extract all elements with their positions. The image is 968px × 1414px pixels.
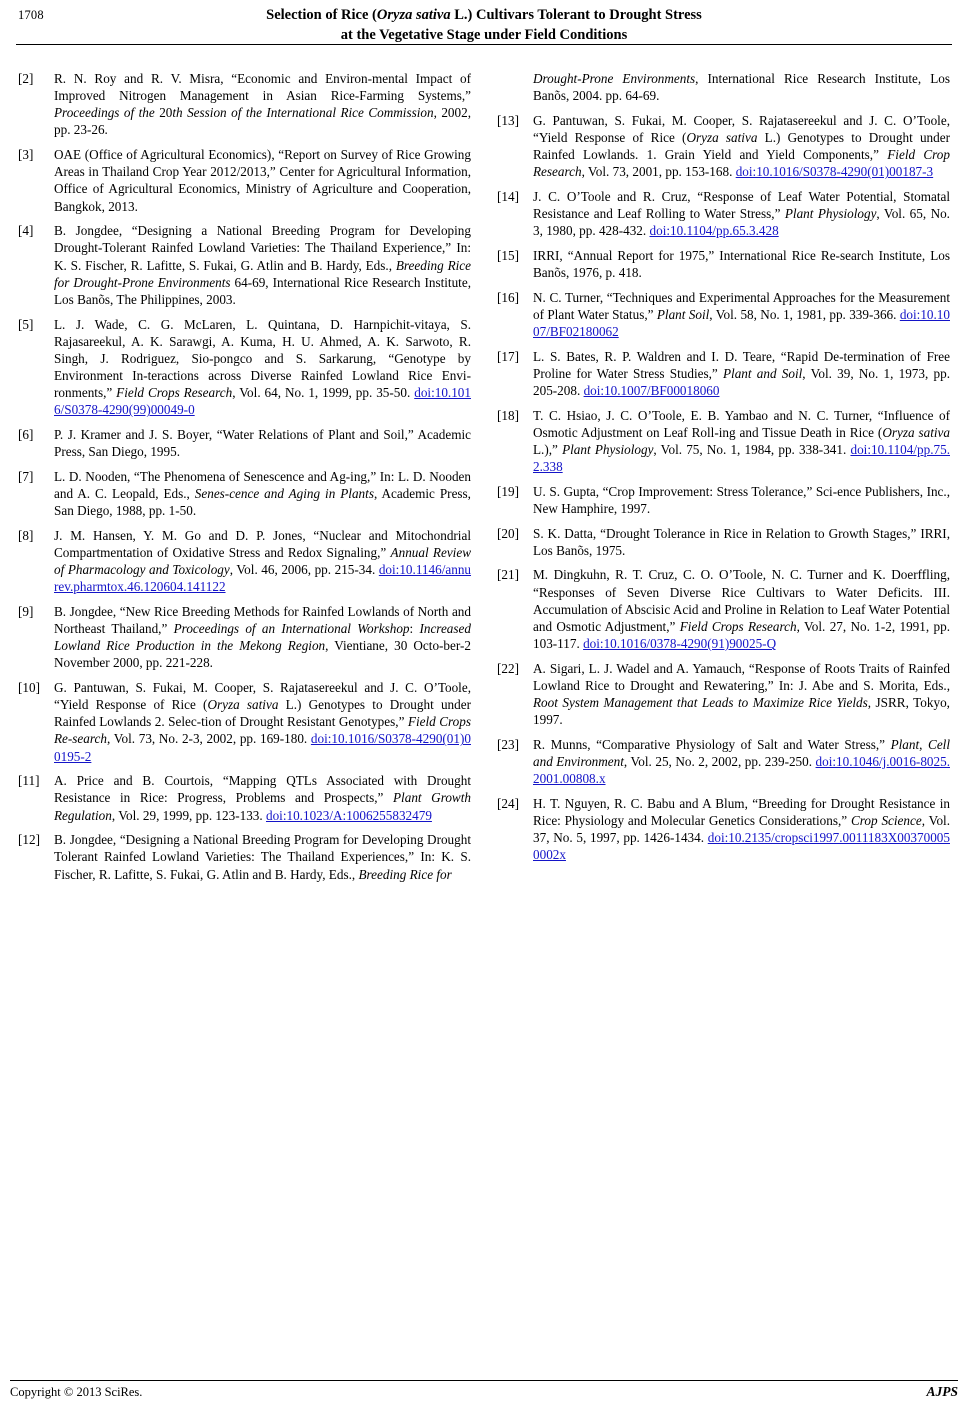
reference-plain-text: L. J. Wade, C. G. McLaren, L. Quintana, D. Harnpichit-vitaya, S. Rajasareekul, A. K. Sarawgi, A. Kuma, H. U. Ahmed, A. K. Sarwoto, R. Singh, J. Rodriguez, Sio-pongco and S. Sarkarung, “Genotype by Environment In-teractions across Diverse Rainfed Lowland Rice Envi-ronments,” [54, 316, 471, 401]
reference-entry [497, 736, 950, 787]
reference-text [54, 316, 471, 419]
reference-plain-text: OAE (Office of Agricultural Economics), “Report on Survey of Rice Growing Areas in Thailand Crop Year 2012/2013,” Center for Agricultural Information, Office of Agricultural Economics, Ministry of Agriculture and Cooperation, Bangkok, 2013. [54, 147, 471, 214]
reference-entry [497, 70, 950, 104]
reference-plain-text: A. Sigari, L. J. Wadel and A. Yamauch, “Response of Roots Traits of Rainfed Lowland Rice to Drought and Rewatering,” In: J. Abe and S. Morita, Eds., [533, 660, 950, 693]
reference-entry [18, 316, 471, 419]
reference-italic-text: Field Crops Research [679, 618, 797, 634]
reference-italic-text: Field Crops Re-search [54, 714, 472, 747]
reference-text [533, 70, 950, 104]
reference-entry [18, 426, 471, 460]
doi-link[interactable]: doi:10.1016/0378-4290(91)90025-Q [583, 636, 777, 652]
reference-text [533, 112, 950, 181]
reference-entry [497, 407, 950, 476]
reference-plain-text: 20 [159, 105, 173, 121]
reference-italic-text: Plant Growth Regulation [54, 790, 471, 823]
reference-plain-text: , Vol. 27, No. 1-2, 1991, pp. 103-117. [533, 618, 950, 652]
running-title-line2: at the Vegetative Stage under Field Conditions [340, 26, 628, 43]
journal-abbrev: AJPS [926, 1384, 958, 1399]
reference-plain-text: , Vol. 75, No. 1, 1984, pp. 338-341. [653, 441, 851, 457]
reference-number [497, 70, 533, 104]
reference-italic-text: Field Crop Research [533, 147, 950, 180]
reference-italic-text: Plant and Soil [722, 365, 803, 381]
page-number: 1708 [18, 8, 44, 22]
copyright-text: Copyright © 2013 SciRes. [10, 1385, 143, 1399]
running-title-line1-post: L.) Cultivars Tolerant to Drought Stress [450, 7, 702, 23]
reference-entry [497, 289, 950, 340]
reference-text [54, 772, 471, 823]
reference-plain-text: , [919, 736, 929, 752]
reference-entry [497, 566, 950, 652]
reference-entry [497, 247, 950, 281]
reference-plain-text: M. Dingkuhn, R. T. Cruz, C. O. O’Toole, N. C. Turner and K. Doerffling, “Responses of Seven Diverse Rice Cultivars to Water Deficits. III. Accumulation of Abscisic Acid and Proline in Relation to Leaf Water Potential and Osmotic Adjustment,” [533, 567, 950, 634]
reference-plain-text: , Vol. 64, No. 1, 1999, pp. 35-50. [232, 385, 415, 401]
reference-number: [12] [18, 832, 40, 848]
reference-plain-text: , Academic Press, San Diego, 1988, pp. 1-50. [54, 485, 471, 519]
reference-italic-text: Proceedings of an International Workshop [173, 621, 410, 637]
reference-italic-text: Proceedings of the [54, 105, 160, 121]
reference-entry [18, 772, 471, 823]
reference-entry [18, 468, 471, 519]
reference-entry [18, 527, 471, 596]
reference-plain-text: L.),” [533, 441, 563, 457]
reference-italic-text: Annual Review of Pharmacology and Toxicology [54, 544, 471, 578]
reference-number: [9] [18, 603, 34, 619]
reference-plain-text: S. K. Datta, “Drought Tolerance in Rice in Relation to Growth Stages,” IRRI, Los Banõs, 1975. [533, 525, 950, 558]
reference-number: [7] [18, 468, 34, 484]
reference-plain-text: , Vol. 58, No. 1, 1981, pp. 339-366. [709, 306, 900, 322]
reference-text [533, 525, 950, 559]
running-title-line1 [68, 6, 900, 26]
right-column [497, 70, 950, 890]
reference-number: [2] [18, 71, 34, 86]
reference-plain-text: N. C. Turner, “Techniques and Experimental Approaches for the Measurement of Plant Water Status,” [533, 289, 950, 322]
reference-plain-text: : [409, 621, 420, 637]
reference-plain-text: U. S. Gupta, “Crop Improvement: Stress Tolerance,” Sci-ence Publishers, Inc., New Hamphire, 1997. [533, 483, 950, 516]
reference-text [54, 679, 471, 765]
reference-number: [17] [497, 348, 519, 364]
reference-text [54, 468, 471, 519]
reference-number: [14] [497, 188, 519, 204]
reference-italic-text: Cell and Environment [533, 736, 951, 769]
reference-text [54, 527, 471, 596]
reference-columns [8, 70, 960, 890]
reference-plain-text: , Vol. 29, 1999, pp. 123-133. [111, 807, 266, 823]
reference-italic-text: Root System Management that Leads to Maximize Rice Yields [533, 695, 868, 710]
reference-plain-text: , Vol. 39, No. 1, 1973, pp. 205-208. [533, 365, 950, 398]
reference-plain-text: R. Munns, “Comparative Physiology of Salt and Water Stress,” [533, 736, 891, 752]
reference-italic-text: Field Crops Research [116, 385, 233, 401]
reference-text [54, 146, 471, 215]
reference-number: [15] [497, 247, 519, 263]
reference-plain-text: T. C. Hsiao, J. C. O’Toole, E. B. Yambao and N. C. Turner, “Influence of Osmotic Adjustment on Leaf Roll-ing and Tissue Death in Rice ( [533, 407, 950, 440]
reference-plain-text: L. D. Nooden, “The Phenomena of Senescence and Ag-ing,” In: L. D. Nooden and A. C. Leopald, Eds., [54, 468, 471, 501]
reference-entry [497, 188, 950, 239]
reference-italic-text: Oryza sativa [882, 424, 950, 440]
reference-plain-text: H. T. Nguyen, R. C. Babu and A Blum, “Breeding for Drought Resistance in Rice: Physiology and Molecular Genetics Considerations,” [533, 795, 950, 828]
header-divider [16, 44, 952, 45]
reference-plain-text: B. Jongdee, “Designing a National Breeding Program for Developing Drought-Tolerant Rainfed Lowland Varieties: The Thailand Experience,” In: K. S. Fischer, R. Lafitte, S. Fukai, G. Atlin and B. Hardy, Eds., [54, 223, 471, 273]
reference-italic-text: th Session of the International Rice Commission [172, 105, 434, 121]
reference-number: [18] [497, 407, 519, 423]
doi-link[interactable]: doi:10.1023/A:1006255832479 [265, 807, 432, 823]
reference-italic-text: Plant Physiology [784, 206, 877, 222]
reference-entry [18, 70, 471, 139]
reference-plain-text: J. C. O’Toole and R. Cruz, “Response of Leaf Water Potential, Stomatal Resistance and Leaf Rolling to Water Stress,” [533, 188, 950, 222]
reference-entry [18, 831, 471, 882]
left-column [18, 70, 471, 890]
reference-text [533, 407, 950, 476]
reference-entry [497, 660, 950, 729]
doi-link[interactable]: doi:10.1007/BF02180062 [533, 306, 950, 340]
reference-number: [16] [497, 289, 519, 305]
reference-italic-text: Plant [890, 736, 920, 752]
reference-plain-text: , Vol. 65, No. 3, 1980, pp. 428-432. [533, 206, 950, 239]
reference-entry [18, 146, 471, 215]
reference-entry [18, 679, 471, 765]
doi-link[interactable]: doi:10.1016/S0378-4290(01)00195-2 [54, 731, 471, 764]
doi-link[interactable]: doi:10.1046/j.0016-8025.2001.00808.x [533, 753, 950, 787]
reference-plain-text: , 2002, pp. 23-26. [54, 105, 471, 138]
reference-italic-text: Drought-Prone Environments [533, 71, 696, 86]
reference-plain-text: IRRI, “Annual Report for 1975,” International Rice Re-search Institute, Los Banõs, 1976, p. 418. [533, 247, 950, 281]
reference-plain-text: L.) Genotypes to Drought under Rainfed Lowlands 2. Selec-tion of Drought Resistant Genotypes,” [54, 697, 471, 730]
reference-plain-text: , Vol. 73, 2001, pp. 153-168. [581, 164, 736, 180]
doi-link[interactable]: doi:10.1104/pp.65.3.428 [649, 223, 779, 239]
reference-plain-text: L. S. Bates, R. P. Waldren and I. D. Teare, “Rapid De-termination of Free Proline for Water Stress Studies,” [533, 348, 950, 381]
reference-text [54, 70, 471, 139]
running-title-line1-pre: Selection of Rice ( [266, 7, 377, 23]
reference-plain-text: L.) Genotypes to Drought under Rainfed Lowlands. 1. Grain Yield and Yield Components,” [533, 129, 950, 163]
reference-text [533, 795, 950, 864]
reference-number: [24] [497, 795, 519, 811]
running-title-species: Oryza sativa [376, 7, 451, 23]
reference-plain-text: G. Pantuwan, S. Fukai, M. Cooper, S. Rajatasereekul and J. C. O’Toole, “Yield Response of Rice ( [533, 112, 950, 145]
reference-number: [22] [497, 660, 519, 676]
doi-link[interactable]: doi:10.1007/BF00018060 [583, 383, 720, 398]
reference-italic-text: Breeding Rice for Drought-Prone Environments [54, 257, 471, 290]
doi-link[interactable]: doi:10.1016/S0378-4290(01)00187-3 [735, 164, 934, 180]
reference-italic-text: Breeding Rice for [358, 866, 452, 882]
page-footer [10, 1380, 958, 1400]
reference-number: [11] [18, 773, 40, 789]
reference-italic-text: Plant Soil [656, 306, 710, 322]
reference-plain-text: R. N. Roy and R. V. Misra, “Economic and Environ-mental Impact of Improved Nitrogen Management in Asian Rice-Farming Systems,” [54, 71, 471, 104]
reference-italic-text: Crop Science [850, 812, 922, 828]
reference-italic-text: Senes-cence and Aging in Plants [194, 485, 374, 501]
reference-plain-text: 64-69, International Rice Research Institute, Los Banõs, The Philippines, 2003. [54, 274, 471, 307]
reference-number: [3] [18, 147, 34, 163]
reference-text [54, 831, 471, 882]
reference-text [533, 188, 950, 239]
reference-number: [20] [497, 525, 519, 541]
reference-entry [497, 112, 950, 181]
reference-text [533, 483, 950, 517]
reference-plain-text: A. Price and B. Courtois, “Mapping QTLs Associated with Drought Resistance in Rice: Progress, Problems and Prospects,” [54, 773, 471, 806]
reference-number: [6] [18, 426, 34, 442]
reference-number: [10] [18, 680, 40, 695]
doi-link[interactable]: doi:10.1146/annurev.pharmtox.46.120604.141122 [54, 562, 472, 595]
doi-link[interactable]: doi:10.1016/S0378-4290(99)00049-0 [54, 385, 471, 418]
reference-text [54, 426, 471, 460]
doi-link[interactable]: doi:10.1104/pp.75.2.338 [533, 441, 950, 475]
reference-number: [8] [18, 527, 34, 543]
reference-number: [4] [18, 223, 34, 239]
reference-entry [497, 795, 950, 864]
reference-text [54, 222, 471, 308]
reference-italic-text: Plant Physiology [562, 441, 654, 457]
reference-italic-text: Increased Lowland Rice Production in the Mekong Region [54, 621, 471, 654]
reference-plain-text: , Vol. 46, 2006, pp. 215-34. [229, 562, 379, 578]
reference-entry [497, 525, 950, 559]
reference-plain-text: , Vol. 73, No. 2-3, 2002, pp. 169-180. [106, 731, 311, 747]
reference-plain-text: G. Pantuwan, S. Fukai, M. Cooper, S. Rajatasereekul and J. C. O’Toole, “Yield Response of Rice ( [54, 680, 471, 713]
reference-plain-text: B. Jongdee, “New Rice Breeding Methods for Rainfed Lowlands of North and Northeast Thailand,” [54, 603, 471, 637]
reference-plain-text: , Vol. 37, No. 5, 1997, pp. 1426-1434. [533, 812, 951, 846]
reference-plain-text: B. Jongdee, “Designing a National Breeding Program for Developing Drought Tolerant Rainfed Lowland Varieties: The Thailand Experiences,” In: K. S. Fischer, R. Lafitte, S. Fukai, G. Atlin and B. Hardy, Eds., [54, 832, 471, 882]
reference-plain-text: P. J. Kramer and J. S. Boyer, “Water Relations of Plant and Soil,” Academic Press, San Diego, 1995. [54, 426, 471, 460]
page-header [8, 0, 960, 52]
reference-text [533, 566, 950, 652]
reference-entry [497, 483, 950, 517]
reference-italic-text: Oryza sativa [686, 129, 758, 145]
reference-text [533, 348, 950, 399]
reference-number: [19] [497, 483, 519, 499]
running-title [8, 6, 960, 45]
footer-divider [10, 1380, 958, 1381]
reference-entry [18, 603, 471, 672]
reference-number: [13] [497, 112, 519, 128]
reference-text [533, 247, 950, 281]
reference-plain-text: , International Rice Research Institute, Los Banõs, 2004. pp. 64-69. [533, 71, 950, 104]
reference-plain-text: , Vol. 25, No. 2, 2002, pp. 239-250. [623, 753, 816, 769]
reference-plain-text: J. M. Hansen, Y. M. Go and D. P. Jones, “Nuclear and Mitochondrial Compartmentation of Oxidative Stress and Redox Signaling,” [54, 527, 471, 560]
reference-entry [18, 222, 471, 308]
doi-link[interactable]: doi:10.2135/cropsci1997.0011183X003700050002x [533, 830, 950, 863]
reference-text [533, 289, 950, 340]
reference-plain-text: , JSRR, Tokyo, 1997. [533, 695, 950, 728]
reference-text [533, 736, 950, 787]
reference-italic-text: Oryza sativa [207, 697, 279, 713]
reference-plain-text: , Vientiane, 30 Octo-ber-2 November 2000, pp. 221-228. [54, 638, 471, 671]
reference-number: [21] [497, 567, 519, 583]
reference-number: [5] [18, 316, 34, 332]
reference-text [533, 660, 950, 729]
reference-text [54, 603, 471, 672]
reference-number: [23] [497, 736, 519, 752]
reference-entry [497, 348, 950, 399]
